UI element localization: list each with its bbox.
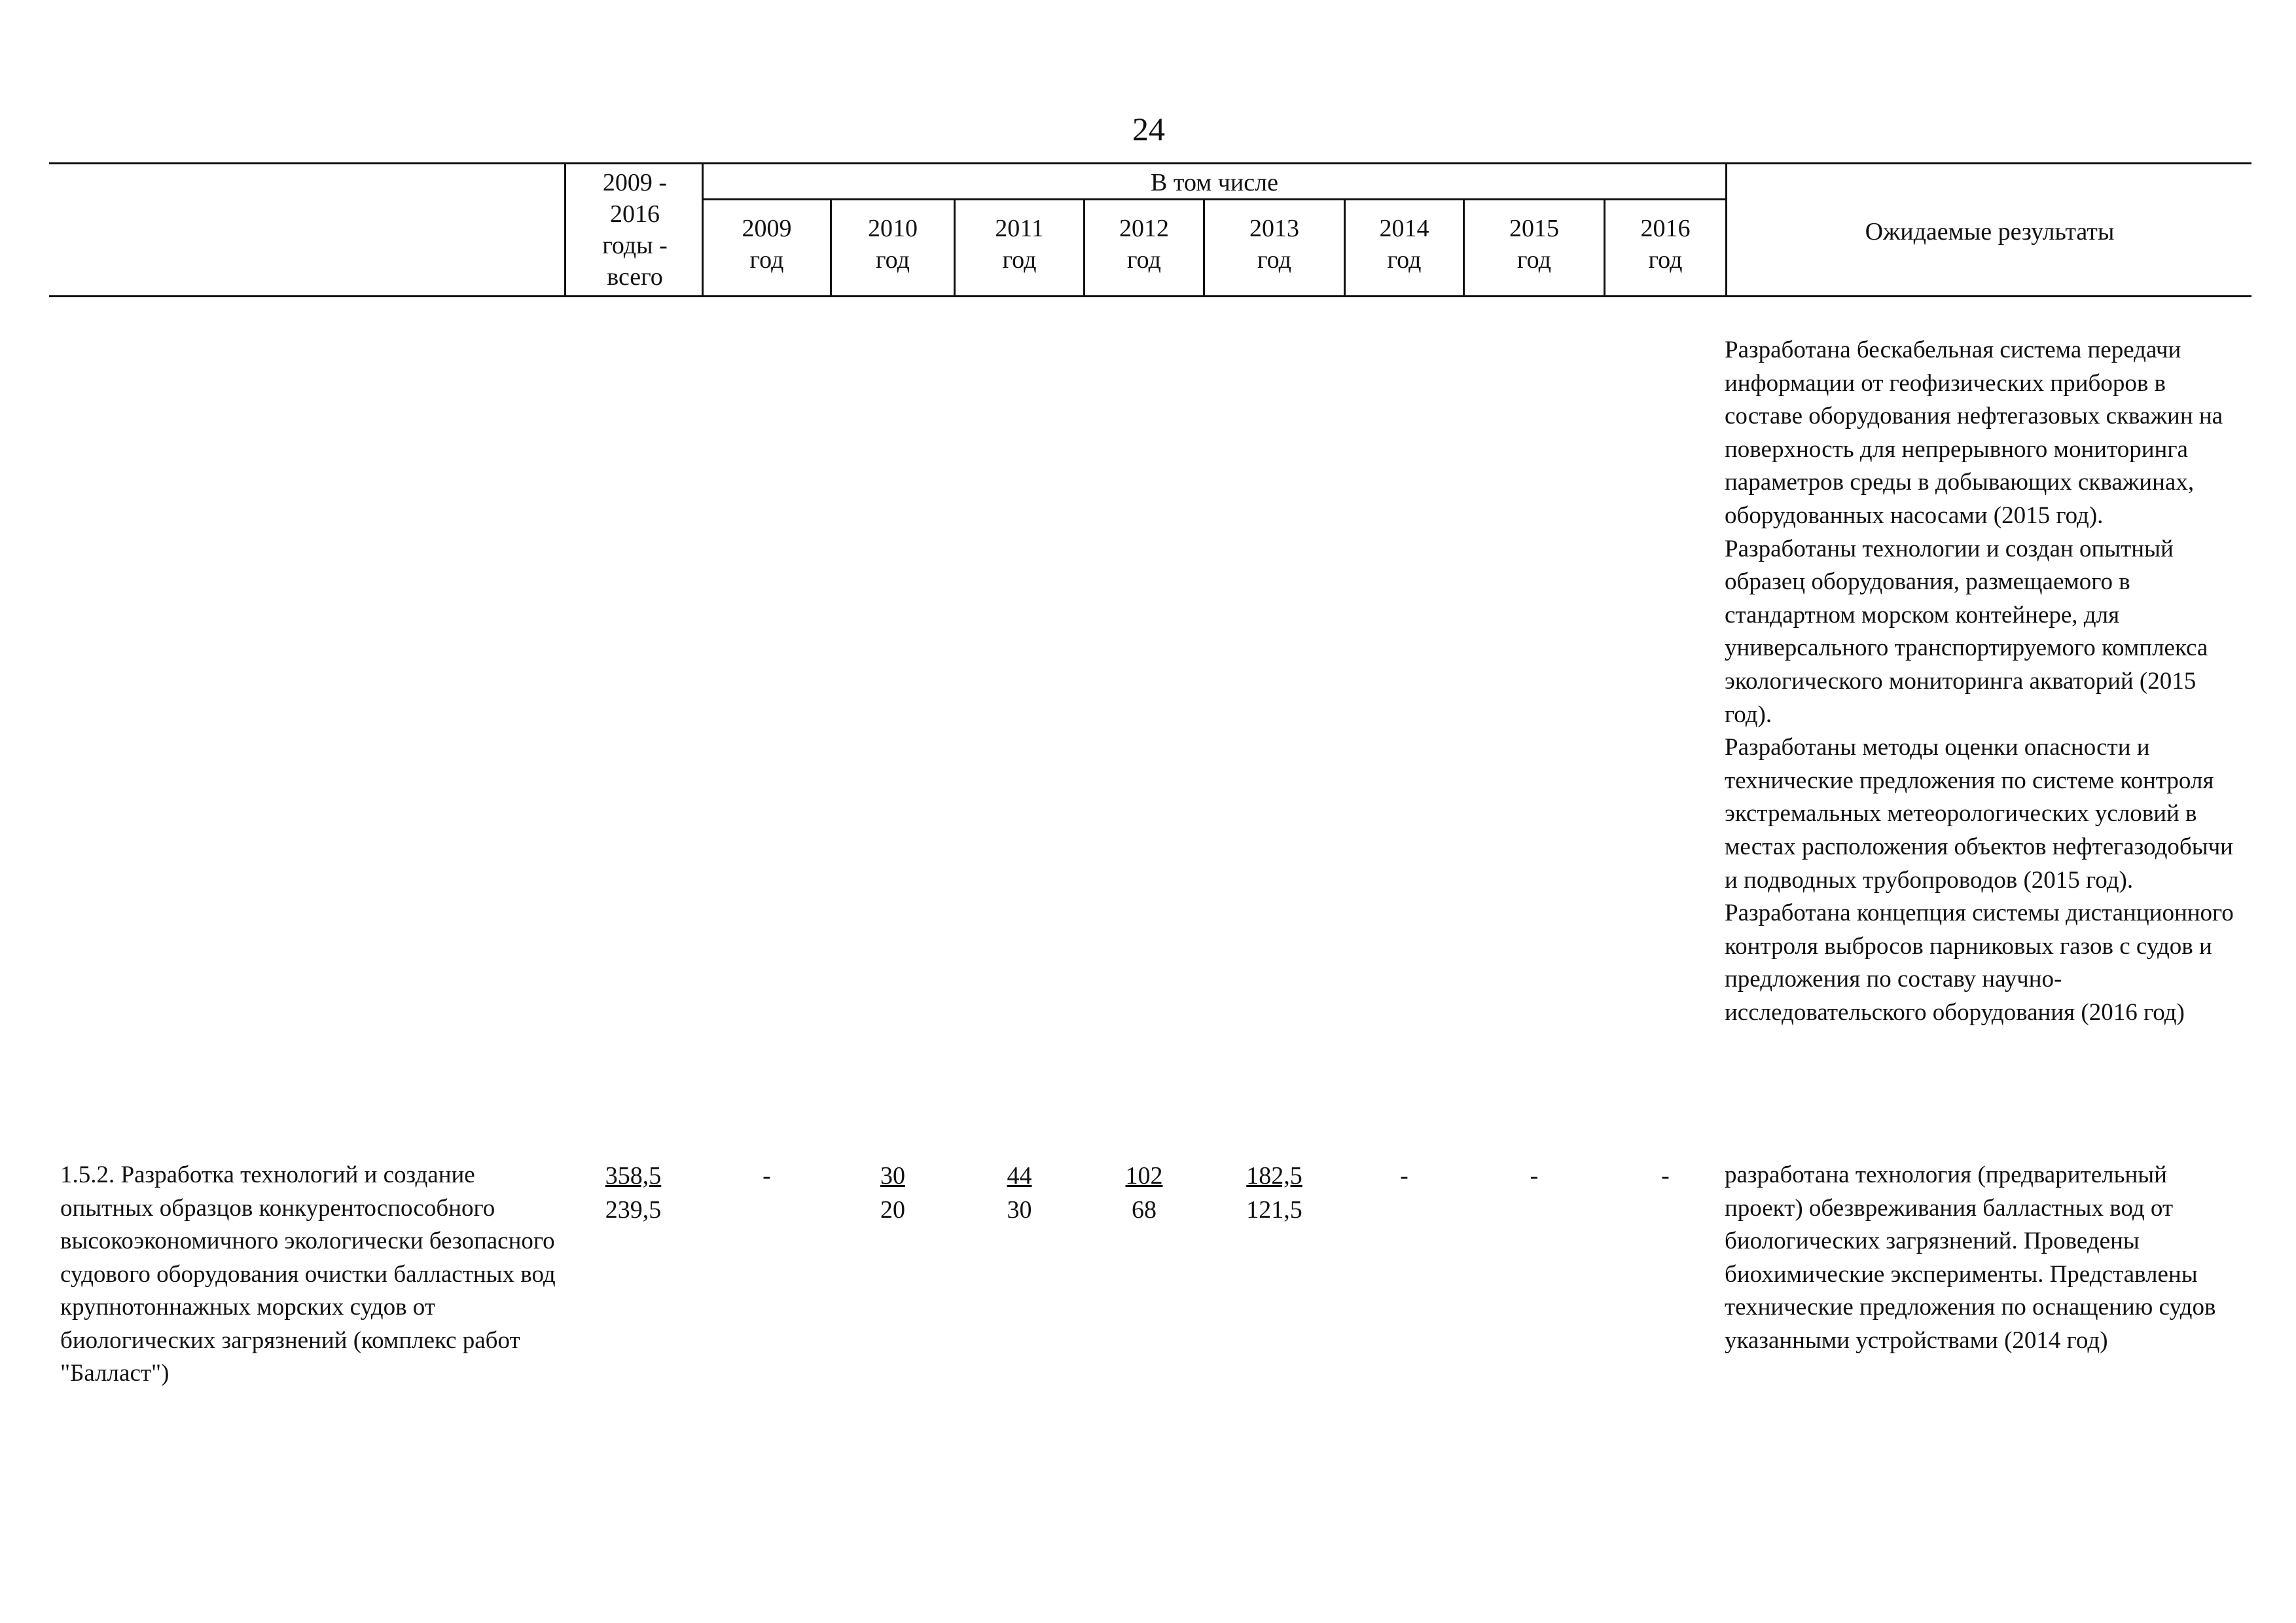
header-year-2012 xyxy=(1085,213,1203,276)
header-year-unit: год xyxy=(1648,246,1683,274)
header-year-unit: год xyxy=(749,246,784,274)
row-year-2009 xyxy=(704,1159,830,1193)
header-bottom-rule xyxy=(49,295,2251,297)
header-year-unit: год xyxy=(1002,246,1037,274)
header-year-value: 2012 xyxy=(1119,215,1169,242)
header-total-label: 2009 - 2016 годы - всего xyxy=(602,169,668,291)
header-results-label: Ожидаемые результаты xyxy=(1865,218,2115,246)
continued-results xyxy=(1725,334,2248,1029)
row-year-2014 xyxy=(1346,1159,1463,1193)
row-year-2016 xyxy=(1605,1159,1725,1193)
header-year-value: 2010 xyxy=(868,215,918,242)
column-divider xyxy=(564,162,566,297)
header-year-value: 2016 xyxy=(1640,215,1691,242)
header-year-2014 xyxy=(1346,213,1463,276)
result-paragraph: Разработаны технологии и создан опытный образец оборудования, размещаемого в стандартном морском контейнере, для универсального транспортируемого комплекса экологического мониторинга акваторий (2015 год). xyxy=(1725,535,2208,728)
header-top-rule xyxy=(49,162,2251,164)
total-top-value: 358,5 xyxy=(605,1162,662,1190)
header-year-2015 xyxy=(1465,213,1604,276)
result-paragraph: Разработана концепция системы дистанционного контроля выбросов парниковых газов с судов и предложения по составу научно-исследовательского оборудования (2016 год) xyxy=(1725,900,2234,1026)
header-year-unit: год xyxy=(1257,246,1291,274)
header-year-2016 xyxy=(1605,213,1725,276)
header-year-unit: год xyxy=(876,246,910,274)
row-total xyxy=(569,1159,697,1227)
year-bottom-value: 20 xyxy=(880,1196,905,1224)
year-top-value: - xyxy=(1400,1162,1408,1190)
header-year-value: 2014 xyxy=(1379,215,1429,242)
year-bottom-value: 68 xyxy=(1132,1196,1157,1224)
row-year-2012 xyxy=(1085,1159,1203,1227)
year-top-value: 44 xyxy=(1007,1162,1032,1190)
header-year-2013 xyxy=(1205,213,1344,276)
year-top-value: - xyxy=(762,1162,771,1190)
row-year-2013 xyxy=(1205,1159,1344,1227)
header-year-value: 2015 xyxy=(1509,215,1559,242)
group-header-rule xyxy=(702,198,1727,200)
year-bottom-value: 30 xyxy=(1007,1196,1032,1224)
header-group-label: В том числе xyxy=(1151,169,1278,196)
row-result: разработана технология (предварительный проект) обезвреживания балластных вод от биологических загрязнений. Проведены биохимические эксперименты. Представлены технические предложения по оснащению судов указанными устройствами (2014 год) xyxy=(1725,1161,2216,1354)
header-year-2009 xyxy=(704,213,830,276)
row-year-2010 xyxy=(832,1159,954,1227)
header-year-value: 2011 xyxy=(995,215,1044,242)
header-year-value: 2009 xyxy=(742,215,792,242)
page-number: 24 xyxy=(1132,111,1165,147)
header-year-value: 2013 xyxy=(1249,215,1299,242)
header-year-unit: год xyxy=(1387,246,1422,274)
year-top-value: - xyxy=(1661,1162,1670,1190)
result-paragraph: Разработаны методы оценки опасности и технические предложения по системе контроля экстремальных метеорологических условий в местах расположения объектов нефтегазодобычи и подводных трубопроводов (2015 год). xyxy=(1725,734,2233,894)
year-top-value: 30 xyxy=(880,1162,905,1190)
row-year-2015 xyxy=(1465,1159,1604,1193)
header-year-unit: год xyxy=(1127,246,1161,274)
header-year-2010 xyxy=(832,213,954,276)
result-paragraph: Разработана бескабельная система передачи информации от геофизических приборов в составе оборудования нефтегазовых скважин на поверхность для непрерывного мониторинга параметров среды в добывающих скважинах, оборудованных насосами (2015 год). xyxy=(1725,337,2223,529)
column-divider xyxy=(1725,162,1727,297)
year-bottom-value: 121,5 xyxy=(1246,1196,1302,1224)
total-bottom-value: 239,5 xyxy=(605,1196,662,1224)
year-top-value: 102 xyxy=(1125,1162,1163,1190)
header-year-unit: год xyxy=(1517,246,1551,274)
year-top-value: 182,5 xyxy=(1246,1162,1302,1190)
row-description: 1.5.2. Разработка технологий и создание опытных образцов конкурентоспособного высокоэкономичного экологически безопасного судового оборудования очистки балластных вод крупнотоннажных морских судов от биологических загрязнений (комплекс работ "Балласт") xyxy=(60,1161,556,1387)
row-year-2011 xyxy=(956,1159,1083,1227)
year-top-value: - xyxy=(1530,1162,1539,1190)
header-year-2011 xyxy=(956,213,1083,276)
